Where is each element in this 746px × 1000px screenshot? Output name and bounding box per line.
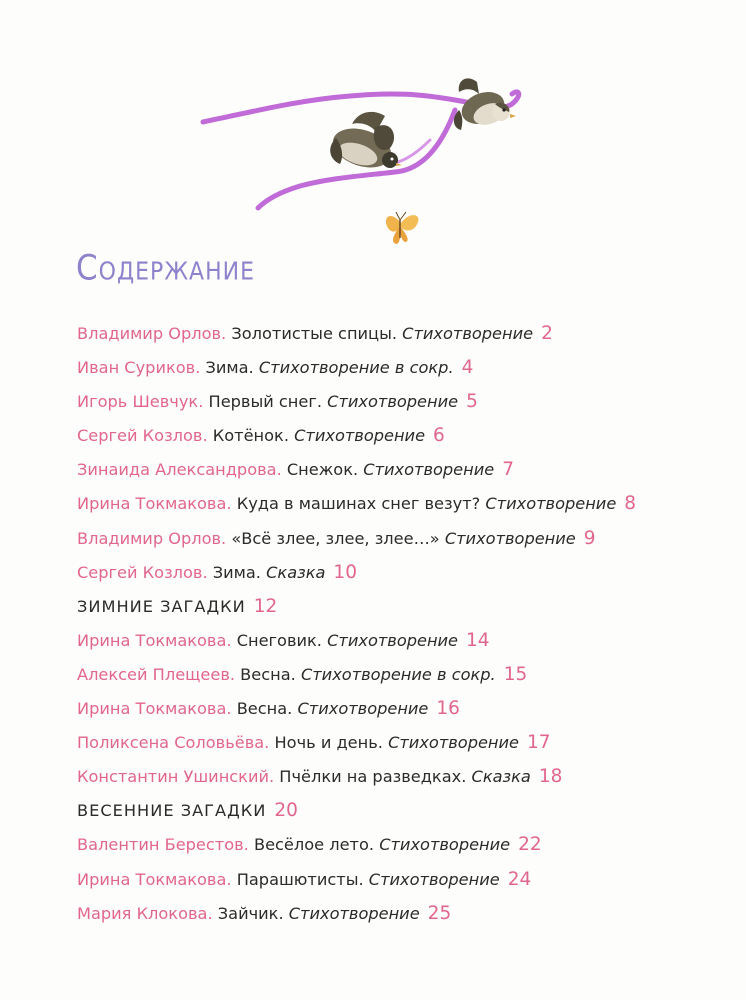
toc-genre: Стихотворение [485, 494, 617, 514]
toc-page-number: 9 [583, 527, 596, 549]
toc-genre: Стихотворение [294, 426, 426, 446]
toc-page-number: 20 [274, 800, 298, 822]
toc-page-number: 24 [507, 868, 532, 890]
toc-work-title: Зима. [205, 358, 254, 378]
toc-page-number: 2 [541, 323, 553, 344]
sparrow-icon [328, 112, 402, 175]
toc-page-number: 25 [427, 902, 452, 924]
toc-section-entry [77, 592, 717, 626]
toc-page-number: 17 [527, 732, 551, 754]
toc-page-number: 7 [502, 459, 514, 481]
toc-work-title: Парашютисты. [236, 869, 364, 889]
toc-page-number: 15 [503, 663, 528, 685]
toc-author: Поликсена Соловьёва. [77, 733, 270, 753]
toc-work-title: Первый снег. [208, 392, 323, 412]
toc-entry [77, 558, 717, 592]
toc-author: Ирина Токмакова. [77, 869, 232, 889]
toc-work-title: Весна. [240, 664, 296, 684]
toc-author: Алексей Плещеев. [77, 664, 236, 684]
toc-work-title: Куда в машинах снег везут? [236, 494, 481, 514]
toc-author: Сергей Козлов. [77, 426, 208, 446]
toc-work-title: Зайчик. [217, 903, 284, 923]
toc-section-entry [77, 796, 717, 830]
toc-entry [77, 762, 717, 796]
toc-entry [77, 421, 717, 455]
toc-page-number: 6 [433, 425, 445, 447]
toc-page-number: 4 [461, 357, 474, 379]
header-illustration [0, 0, 746, 260]
toc-author: Валентин Берестов. [77, 835, 249, 855]
toc-work-title: «Всё злее, злее, злее…» [231, 528, 440, 548]
toc-author: Ирина Токмакова. [77, 630, 232, 650]
toc-entry [77, 728, 717, 762]
toc-entry [77, 455, 717, 489]
toc-author: Владимир Орлов. [77, 528, 227, 548]
toc-genre: Стихотворение [363, 460, 495, 480]
toc-genre: Стихотворение [327, 630, 459, 650]
toc-entry [77, 489, 717, 523]
toc-genre: Стихотворение [388, 733, 519, 753]
toc-entry [77, 524, 717, 558]
table-of-contents [77, 319, 717, 933]
toc-genre: Стихотворение [368, 869, 500, 889]
toc-genre: Стихотворение [379, 835, 511, 855]
toc-work-title: Весёлое лето. [253, 835, 375, 855]
toc-author: Владимир Орлов. [77, 324, 227, 343]
toc-genre: Стихотворение [327, 392, 459, 412]
toc-page-number: 12 [253, 595, 278, 617]
toc-entry [77, 626, 717, 660]
toc-genre: Сказка [266, 562, 326, 582]
toc-work-title: Весна. [236, 699, 293, 719]
toc-entry [77, 899, 717, 933]
toc-page-number: 10 [333, 561, 357, 583]
butterfly-icon [386, 212, 418, 244]
toc-genre: Сказка [471, 767, 531, 787]
toc-author: Мария Клокова. [77, 903, 213, 923]
toc-author: Зинаида Александрова. [77, 460, 282, 480]
toc-work-title: Снеговик. [236, 630, 322, 650]
toc-author: Сергей Козлов. [77, 562, 208, 582]
toc-page-number: 5 [466, 391, 478, 413]
toc-genre: Стихотворение [402, 324, 534, 343]
toc-page-number: 16 [436, 698, 460, 720]
toc-work-title: Котёнок. [212, 426, 289, 446]
toc-page-number: 14 [466, 629, 490, 651]
toc-page-number: 8 [624, 493, 637, 515]
toc-work-title: Снежок. [286, 460, 359, 480]
toc-work-title: Зима. [212, 562, 261, 582]
toc-genre: Стихотворение в сокр. [258, 358, 454, 378]
page-title: Содержание [76, 248, 255, 289]
toc-genre: Стихотворение [297, 699, 429, 719]
toc-genre: Стихотворение [288, 903, 420, 923]
toc-entry [77, 830, 717, 864]
toc-work-title: Золотистые спицы. [231, 324, 398, 343]
toc-genre: Стихотворение в сокр. [300, 664, 496, 684]
toc-entry [77, 865, 717, 899]
toc-author: Ирина Токмакова. [77, 494, 232, 514]
toc-entry [77, 660, 717, 694]
toc-entry [77, 319, 717, 353]
toc-page-number: 18 [538, 766, 563, 788]
toc-author: Ирина Токмакова. [77, 699, 232, 719]
toc-entry [77, 353, 717, 387]
toc-genre: Стихотворение [444, 528, 576, 548]
toc-entry [77, 694, 717, 728]
toc-work-title: Ночь и день. [274, 733, 383, 753]
toc-author: Иван Суриков. [77, 358, 201, 378]
toc-entry [77, 387, 717, 421]
toc-work-title: Пчёлки на разведках. [279, 767, 467, 787]
toc-section-title: ВЕСЕННИЕ ЗАГАДКИ [77, 801, 267, 821]
toc-author: Константин Ушинский. [77, 767, 275, 787]
toc-page-number: 22 [518, 834, 542, 856]
toc-section-title: ЗИМНИЕ ЗАГАДКИ [77, 596, 246, 616]
toc-author: Игорь Шевчук. [77, 392, 204, 412]
